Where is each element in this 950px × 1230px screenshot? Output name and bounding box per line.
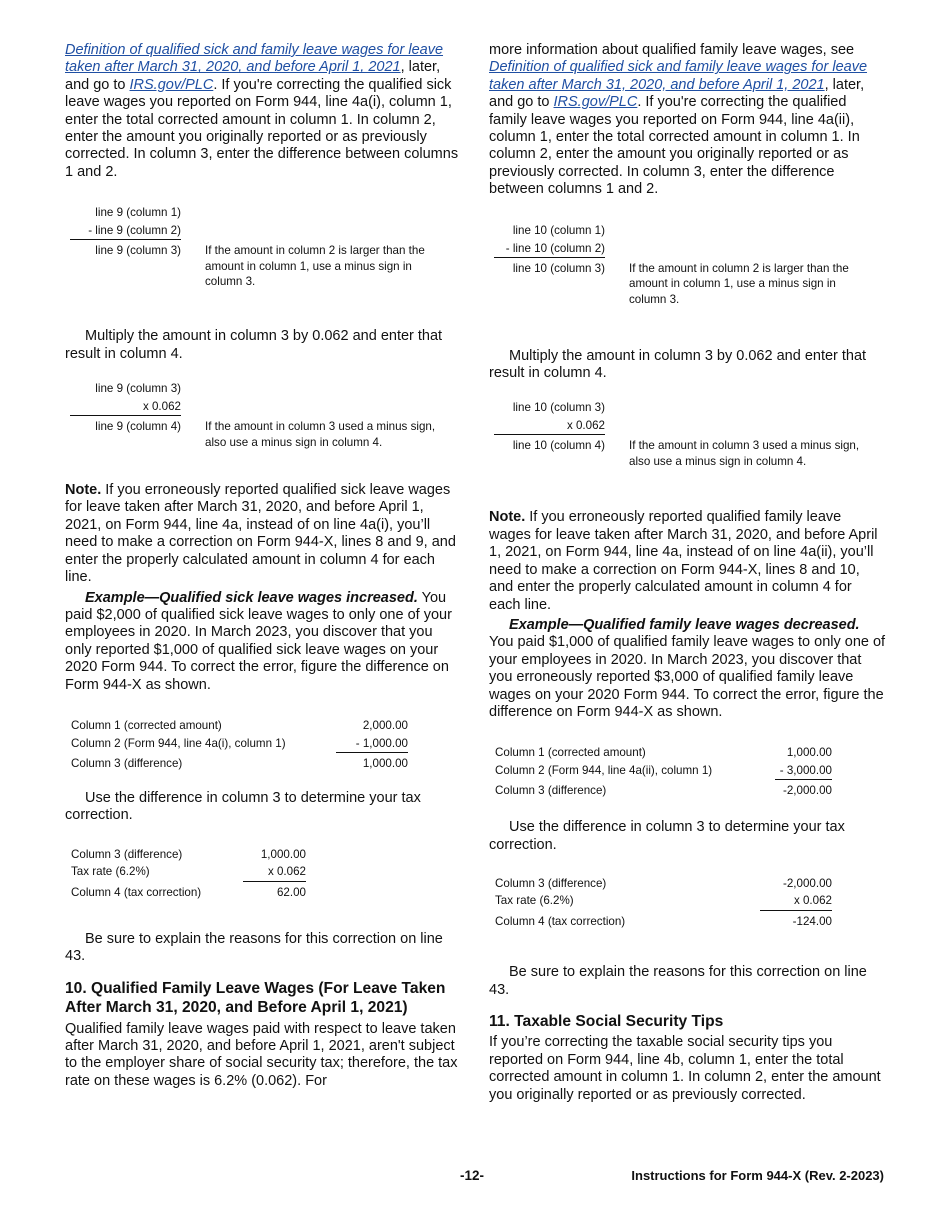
table-value: x 0.062 — [793, 894, 832, 908]
calc-hint: If the amount in column 3 used a minus sign, also use a minus sign in column 4. — [205, 420, 436, 449]
calc-row: line 10 (column 4) — [512, 439, 605, 453]
table-label: Tax rate (6.2%) — [71, 864, 150, 878]
table-label: Column 3 (difference) — [71, 756, 183, 770]
calc-hint: If the amount in column 3 used a minus sign, also use a minus sign in column 4. — [629, 439, 860, 468]
table-value: -124.00 — [792, 915, 832, 929]
use-diff-paragraph: Use the difference in column 3 to determine your tax correction. — [65, 789, 421, 824]
calc-row: - line 9 (column 2) — [88, 224, 181, 238]
calc-row: x 0.062 — [566, 419, 605, 433]
table-label: Column 1 (corrected amount) — [71, 718, 222, 732]
example-paragraph: Example—Qualified family leave wages decreased. You paid $1,000 of qualified family leave wages to only one of your employees in 2020. In March 2023, you discover that you erroneously reported $3,000 of qualified family leave wages on your 2020 Form 944. To correct the error, figure the difference on Form 944-X as shown. — [489, 616, 886, 720]
left-intro-paragraph: Definition of qualified sick and family leave wages for leave taken after March 31, 2020, and before April 1, 2021, later, and go to IRS.gov/PLC. If you're correcting the qualified sick leave wages you reported on Form 944, line 4a(i), column 1, enter the total corrected amount in column 1. In column 2, enter the amount you originally reported or as previously corrected. In column 3, enter the difference between columns 1 and 2. — [65, 42, 459, 180]
section-11-text: If you’re correcting the taxable social security tips you reported on Form 944, line 4b, column 1, enter the total corrected amount in column 1. In column 2, enter the amount you originally reported or as previously corrected. — [489, 1034, 881, 1103]
right-calc-subtract — [489, 220, 886, 332]
left-calc-subtract — [65, 202, 462, 312]
irs-plc-link[interactable]: IRS.gov/PLC — [129, 76, 214, 93]
calc-row: line 10 (column 3) — [512, 261, 605, 275]
table-value: 1,000.00 — [260, 847, 306, 861]
multiply-paragraph: Multiply the amount in column 3 by 0.062 and enter that result in column 4. — [65, 328, 443, 362]
table-value: - 3,000.00 — [779, 764, 832, 778]
calc-row: line 10 (column 3) — [512, 401, 605, 415]
table-label: Column 2 (Form 944, line 4a(i), column 1) — [71, 736, 286, 750]
irs-plc-link[interactable]: IRS.gov/PLC — [553, 94, 638, 111]
table-value: - 1,000.00 — [355, 736, 408, 750]
note-paragraph: Note. If you erroneously reported qualified family leave wages for leave taken after March 31, 2020, and before April 1, 2021, on Form 944, line 4a, instead of on line 4a(ii), you’ll need to make a correction on Form 944-X, lines 8 and 10, and enter the properly calculated amount in column 4 for each line. — [489, 509, 878, 613]
table-label: Tax rate (6.2%) — [495, 894, 574, 908]
calc-row: line 9 (column 3) — [95, 382, 181, 396]
left-tax-table — [65, 841, 462, 921]
footer-title: Instructions for Form 944-X (Rev. 2-2023) — [631, 1168, 884, 1183]
table-label: Column 3 (difference) — [495, 784, 607, 798]
example-paragraph: Example—Qualified sick leave wages increased. You paid $2,000 of qualified sick leave wages to only one of your employees in 2020. In March 2023, you discover that you only reported $1,000 of qualified sick leave wages on your 2020 Form 944. To correct the error, figure the difference on Form 944-X as shown. — [65, 589, 452, 693]
note-paragraph: Note. If you erroneously reported qualified sick leave wages for leave taken after March 31, 2020, and before April 1, 2021, on Form 944, line 4a, instead of on line 4a(i), you’ll need to make a correction on Form 944-X, lines 8 and 9, and enter the properly calculated amount in column 4 for each line. — [65, 482, 456, 586]
table-value: -2,000.00 — [783, 877, 832, 891]
definition-link[interactable]: Definition of qualified sick and family leave wages for leave taken after March 31, 2020, and before April 1, 2021 — [65, 42, 444, 76]
right-column — [489, 42, 886, 1104]
calc-row: line 9 (column 4) — [95, 420, 181, 434]
table-label: Column 1 (corrected amount) — [495, 746, 646, 760]
table-value: 1,000.00 — [362, 756, 408, 770]
table-label: Column 2 (Form 944, line 4a(ii), column 1) — [495, 764, 713, 778]
right-calc-multiply — [489, 397, 886, 509]
calc-row: line 9 (column 3) — [95, 244, 181, 258]
table-label: Column 3 (difference) — [71, 847, 183, 861]
be-sure-paragraph: Be sure to explain the reasons for this correction on line 43. — [65, 930, 443, 965]
page-number: -12- — [460, 1168, 485, 1183]
table-value: -2,000.00 — [783, 784, 832, 798]
section-10-text: Qualified family leave wages paid with respect to leave taken after March 31, 2020, and before April 1, 2021, aren't subject to the employer share of social security tax; therefore, the tax rate on these wages is 6.2% (0.062). For — [65, 1020, 458, 1089]
calc-row: - line 10 (column 2) — [505, 241, 605, 255]
calc-row: line 9 (column 1) — [95, 206, 181, 220]
left-correction-table — [65, 714, 462, 790]
left-column — [65, 42, 462, 1090]
definition-link[interactable]: Definition of qualified sick and family leave wages for leave taken after March 31, 2020, and before April 1, 2021 — [489, 59, 868, 93]
table-label: Column 3 (difference) — [495, 877, 607, 891]
left-calc-multiply — [65, 378, 462, 482]
calc-row: line 10 (column 1) — [512, 223, 605, 237]
calc-hint: If the amount in column 2 is larger than the amount in column 1, use a minus sign in column 3. — [205, 244, 425, 289]
table-value: x 0.062 — [267, 864, 306, 878]
calc-row: x 0.062 — [142, 400, 181, 414]
section-10-heading: 10. Qualified Family Leave Wages (For Leave Taken After March 31, 2020, and Before April 1, 2021) — [65, 979, 446, 1017]
table-label: Column 4 (tax correction) — [71, 885, 202, 899]
table-label: Column 4 (tax correction) — [495, 915, 626, 929]
table-value: 2,000.00 — [362, 718, 408, 732]
table-value: 62.00 — [276, 885, 306, 899]
multiply-paragraph: Multiply the amount in column 3 by 0.062 and enter that result in column 4. — [489, 347, 867, 382]
table-value: 1,000.00 — [786, 746, 832, 760]
right-intro-paragraph: more information about qualified family leave wages, see Definition of qualified sick and family leave wages for leave taken after March 31, 2020, and before April 1, 2021, later, and go to IRS.gov/PLC. If you're correcting the qualified family leave wages you reported on Form 944, line 4a(ii), column 1, enter the total corrected amount in column 1. In column 2, enter the amount you originally reported or as previously corrected. In column 3, enter the difference between columns 1 and 2. — [489, 42, 868, 198]
right-tax-table — [489, 870, 886, 950]
calc-hint: If the amount in column 2 is larger than the amount in column 1, use a minus sign in column 3. — [629, 261, 849, 306]
section-11-heading: 11. Taxable Social Security Tips — [489, 1012, 724, 1030]
be-sure-paragraph: Be sure to explain the reasons for this correction on line 43. — [489, 964, 867, 998]
use-diff-paragraph: Use the difference in column 3 to determine your tax correction. — [489, 819, 845, 853]
right-correction-table — [489, 741, 886, 819]
